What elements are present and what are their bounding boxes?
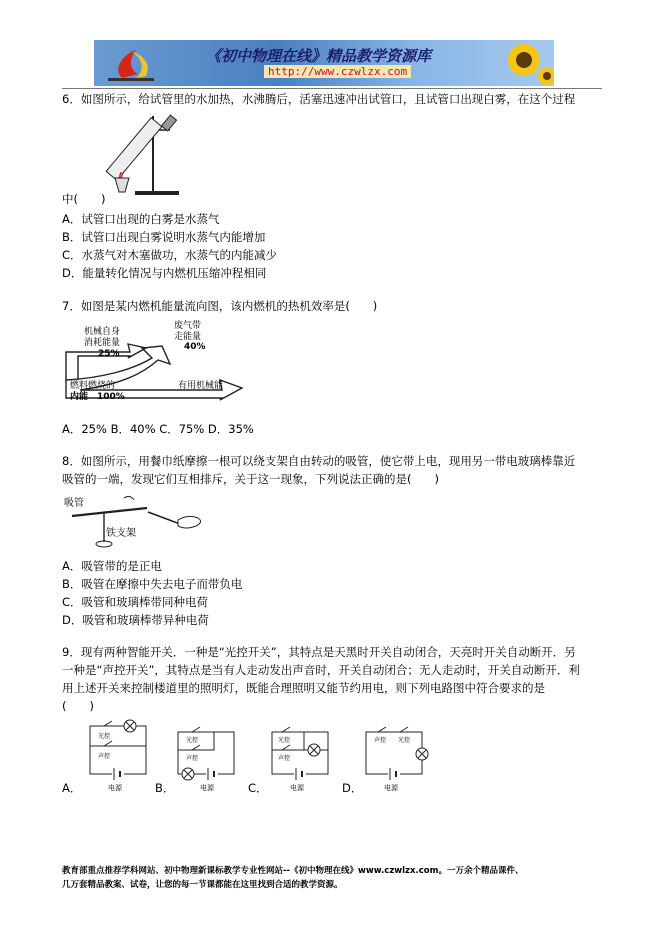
- q7-fuel-1: 燃料燃烧的: [70, 381, 116, 391]
- q9-a-sound-label: 声控: [98, 753, 111, 760]
- q7-exhaust-1: 废气带: [174, 321, 202, 331]
- logo-icon: [102, 44, 162, 84]
- q6-figure: [95, 108, 190, 198]
- q6-option-a[interactable]: A．试管口出现的白雾是水蒸气: [62, 212, 220, 226]
- q9-c-sound-label: 声控: [278, 755, 291, 762]
- q9-c-light-label: 光控: [278, 737, 291, 744]
- header-divider: [62, 88, 602, 89]
- q7-stem: 7．如图是某内燃机能量流向图，该内燃机的热机效率是( ): [62, 299, 378, 313]
- q8-option-b[interactable]: B．吸管在摩擦中失去电子而带负电: [62, 577, 243, 591]
- q9-option-c[interactable]: C．: [248, 781, 268, 795]
- q7-exhaust-2: 走能量: [174, 332, 202, 342]
- q7-fuel-2: 内能 100%: [70, 392, 125, 402]
- q7-useful: 有用机械能: [178, 381, 224, 391]
- q8-stand-label: 铁支架: [106, 528, 136, 539]
- q8-option-d[interactable]: D．吸管和玻璃棒带异种电荷: [62, 613, 209, 627]
- q9-circuit-b: [174, 718, 238, 794]
- q7-mech-loss-1: 机械自身: [84, 327, 121, 337]
- q9-stem: 9．现有两种智能开关．一种是“光控开关”，其特点是天黑时开关自动闭合，天亮时开关自动断开．另: [62, 645, 576, 659]
- q7-exhaust-3: 40%: [184, 342, 206, 352]
- q9-circuit-c: [268, 718, 332, 794]
- q6-option-d[interactable]: D．能量转化情况与内燃机压缩冲程相同: [62, 266, 267, 280]
- q9-b-light-label: 光控: [186, 737, 199, 744]
- q6-stem: 6．如图所示，给试管里的水加热，水沸腾后，活塞迅速冲出试管口，且试管口出现白雾，在这个过程: [62, 92, 576, 106]
- q8-option-a[interactable]: A．吸管带的是正电: [62, 559, 162, 573]
- q9-d-sound-label: 声控: [374, 737, 387, 744]
- q9-option-d[interactable]: D．: [342, 781, 363, 795]
- q9-d-light-label: 光控: [398, 737, 411, 744]
- q9-a-light-label: 光控: [98, 733, 111, 740]
- q9-b-sound-label: 声控: [186, 755, 199, 762]
- q6-option-c[interactable]: C．水蒸气对木塞做功，水蒸气的内能减少: [62, 248, 278, 262]
- q9-b-power-label: 电源: [200, 784, 214, 792]
- sunflower-icon: [489, 40, 554, 86]
- header-url[interactable]: http://www.czwlzx.com: [264, 65, 411, 78]
- q7-options[interactable]: A．25% B．40% C．75% D．35%: [62, 422, 254, 436]
- q9-c-power-label: 电源: [290, 784, 304, 792]
- q9-d-power-label: 电源: [384, 784, 398, 792]
- q9-circuit-d: [362, 718, 434, 794]
- q9-option-a[interactable]: A．: [62, 781, 82, 795]
- q8-stem: 8．如图所示，用餐巾纸摩擦一根可以绕支架自由转动的吸管，使它带上电，现用另一带电玻璃棒靠近: [62, 454, 576, 468]
- header-banner: [94, 40, 554, 86]
- q8-option-c[interactable]: C．吸管和玻璃棒带同种电荷: [62, 595, 209, 609]
- q9-option-b[interactable]: B．: [155, 781, 175, 795]
- q9-stem4: ( ): [62, 699, 94, 713]
- header-title: 《初中物理在线》精品教学资源库: [206, 47, 432, 65]
- q7-mech-loss-3: 25%: [98, 349, 120, 359]
- q8-straw-label: 吸管: [64, 498, 84, 509]
- q7-energy-flow-diagram: [62, 318, 247, 408]
- q6-stem2: 中( ): [62, 192, 106, 206]
- q6-option-b[interactable]: B．试管口出现白雾说明水蒸气内能增加: [62, 230, 266, 244]
- q9-stem2: 一种是“声控开关”，其特点是当有人走动发出声音时，开关自动闭合；无人走动时，开关自动断开．利: [62, 663, 580, 677]
- footer-line-1: 教育部重点推荐学科网站、初中物理新课标教学专业性网站--《初中物理在线》www.czwlzx.com。一万余个精品课件、: [62, 866, 524, 876]
- q9-circuit-a: [86, 718, 150, 794]
- q7-mech-loss-2: 消耗能量: [84, 338, 121, 348]
- q8-figure: [62, 490, 212, 555]
- footer-line-2: 几万套精品教案、试卷，让您的每一节课都能在这里找到合适的教学资源。: [62, 880, 343, 890]
- q9-stem3: 用上述开关来控制楼道里的照明灯，既能合理照明又能节约用电，则下列电路图中符合要求的是: [62, 681, 545, 695]
- q9-a-power-label: 电源: [108, 784, 122, 792]
- q8-stem2: 吸管的一端，发现它们互相排斥，关于这一现象，下列说法正确的是( ): [62, 472, 439, 486]
